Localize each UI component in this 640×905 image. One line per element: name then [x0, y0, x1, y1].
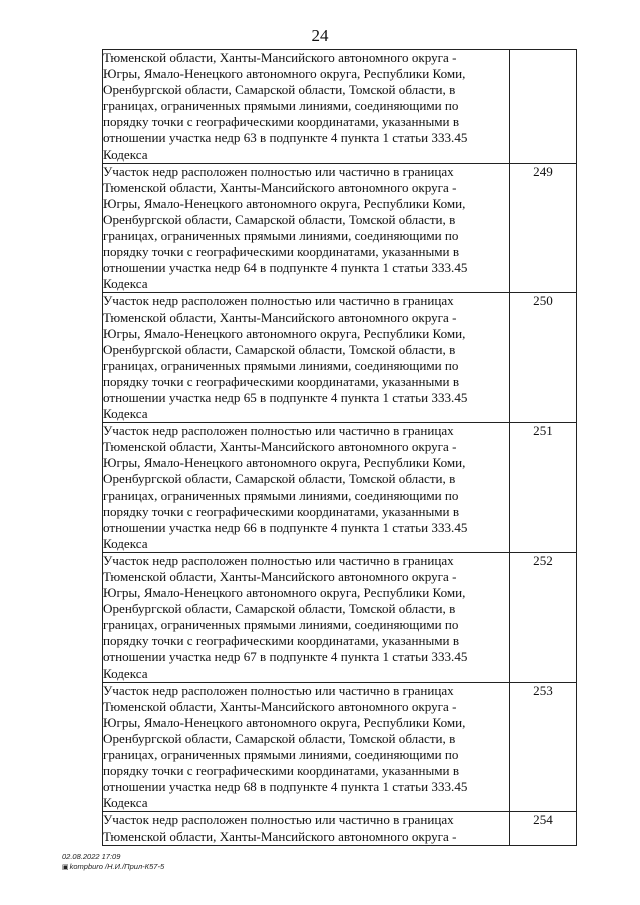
description-line: Югры, Ямало-Ненецкого автономного округа, Республики Коми, — [103, 455, 466, 471]
footer-stamp — [62, 852, 164, 873]
description-line: границах, ограниченных прямыми линиями, соединяющими по — [103, 747, 459, 763]
row-number: 251 — [510, 423, 577, 553]
row-description — [103, 423, 510, 553]
row-number: 250 — [510, 293, 577, 423]
table-row — [103, 50, 577, 164]
description-line: отношении участка недр 64 в подпункте 4 пункта 1 статьи 333.45 — [103, 260, 468, 276]
footer-path: kompburo /Н.И./Прил-К57-5 — [69, 862, 165, 871]
description-line: границах, ограниченных прямыми линиями, соединяющими по — [103, 228, 459, 244]
description-line: порядку точки с географическими координатами, указанными в — [103, 114, 460, 130]
document-icon: ▣ — [62, 864, 69, 871]
description-line: Тюменской области, Ханты-Мансийского автономного округа - — [103, 828, 457, 844]
page-number: 24 — [311, 26, 329, 45]
description-line: отношении участка недр 68 в подпункте 4 пункта 1 статьи 333.45 — [103, 779, 468, 795]
row-description — [103, 50, 510, 164]
row-number: 253 — [510, 682, 577, 812]
row-description — [103, 293, 510, 423]
description-line: отношении участка недр 63 в подпункте 4 пункта 1 статьи 333.45 — [103, 130, 468, 146]
description-line: Оренбургской области, Самарской области, Томской области, в — [103, 601, 456, 617]
description-line: Югры, Ямало-Ненецкого автономного округа, Республики Коми, — [103, 585, 466, 601]
description-line: Кодекса — [103, 665, 148, 681]
table-row — [103, 293, 577, 423]
description-line: Участок недр расположен полностью или частично в границах — [103, 423, 454, 439]
document-table — [102, 49, 577, 846]
description-line: Тюменской области, Ханты-Мансийского автономного округа - — [103, 309, 457, 325]
row-description — [103, 812, 510, 845]
description-line: Участок недр расположен полностью или частично в границах — [103, 552, 454, 568]
description-line: Тюменской области, Ханты-Мансийского автономного округа - — [103, 50, 457, 65]
table-row — [103, 682, 577, 812]
description-line: порядку точки с географическими координатами, указанными в — [103, 373, 460, 389]
table-row — [103, 552, 577, 682]
description-line: Кодекса — [103, 535, 148, 551]
description-line: Тюменской области, Ханты-Мансийского автономного округа - — [103, 179, 457, 195]
row-number: 254 — [510, 812, 577, 845]
description-line: Кодекса — [103, 276, 148, 292]
description-line: Югры, Ямало-Ненецкого автономного округа, Республики Коми, — [103, 714, 466, 730]
description-line: порядку точки с географическими координатами, указанными в — [103, 244, 460, 260]
table-row — [103, 812, 577, 845]
description-line: Участок недр расположен полностью или частично в границах — [103, 682, 454, 698]
description-line: Оренбургской области, Самарской области, Томской области, в — [103, 730, 456, 746]
description-line: Кодекса — [103, 146, 148, 162]
description-line: границах, ограниченных прямыми линиями, соединяющими по — [103, 357, 459, 373]
row-number: 252 — [510, 552, 577, 682]
description-line: Оренбургской области, Самарской области, Томской области, в — [103, 471, 456, 487]
description-line: Участок недр расположен полностью или частично в границах — [103, 293, 454, 309]
description-line: Оренбургской области, Самарской области, Томской области, в — [103, 341, 456, 357]
row-number: 249 — [510, 163, 577, 293]
row-number — [510, 50, 577, 164]
description-line: Оренбургской области, Самарской области, Томской области, в — [103, 211, 456, 227]
description-line: Участок недр расположен полностью или частично в границах — [103, 163, 454, 179]
description-line: границах, ограниченных прямыми линиями, соединяющими по — [103, 487, 459, 503]
description-line: Оренбургской области, Самарской области, Томской области, в — [103, 82, 456, 98]
table-row — [103, 163, 577, 293]
row-description — [103, 163, 510, 293]
description-line: границах, ограниченных прямыми линиями, соединяющими по — [103, 617, 459, 633]
footer-path-line — [62, 862, 164, 873]
description-line: Тюменской области, Ханты-Мансийского автономного округа - — [103, 569, 457, 584]
description-line: Кодекса — [103, 795, 148, 811]
description-line: Тюменской области, Ханты-Мансийского автономного округа - — [103, 439, 457, 455]
description-line: Югры, Ямало-Ненецкого автономного округа, Республики Коми, — [103, 195, 466, 211]
description-line: Кодекса — [103, 406, 148, 422]
description-line: отношении участка недр 65 в подпункте 4 пункта 1 статьи 333.45 — [103, 389, 468, 405]
row-description — [103, 552, 510, 682]
description-line: Югры, Ямало-Ненецкого автономного округа, Республики Коми, — [103, 325, 466, 341]
description-line: границах, ограниченных прямыми линиями, соединяющими по — [103, 98, 459, 114]
description-line: Югры, Ямало-Ненецкого автономного округа, Республики Коми, — [103, 66, 466, 82]
row-description — [103, 682, 510, 812]
description-line: отношении участка недр 67 в подпункте 4 пункта 1 статьи 333.45 — [103, 649, 468, 665]
description-line: Участок недр расположен полностью или частично в границах — [103, 812, 454, 828]
description-line: отношении участка недр 66 в подпункте 4 пункта 1 статьи 333.45 — [103, 519, 468, 535]
description-line: порядку точки с географическими координатами, указанными в — [103, 503, 460, 519]
footer-date: 02.08.2022 17:09 — [62, 852, 121, 861]
table-row — [103, 423, 577, 553]
description-line: порядку точки с географическими координатами, указанными в — [103, 763, 460, 779]
description-line: порядку точки с географическими координатами, указанными в — [103, 633, 460, 649]
description-line: Тюменской области, Ханты-Мансийского автономного округа - — [103, 698, 457, 714]
